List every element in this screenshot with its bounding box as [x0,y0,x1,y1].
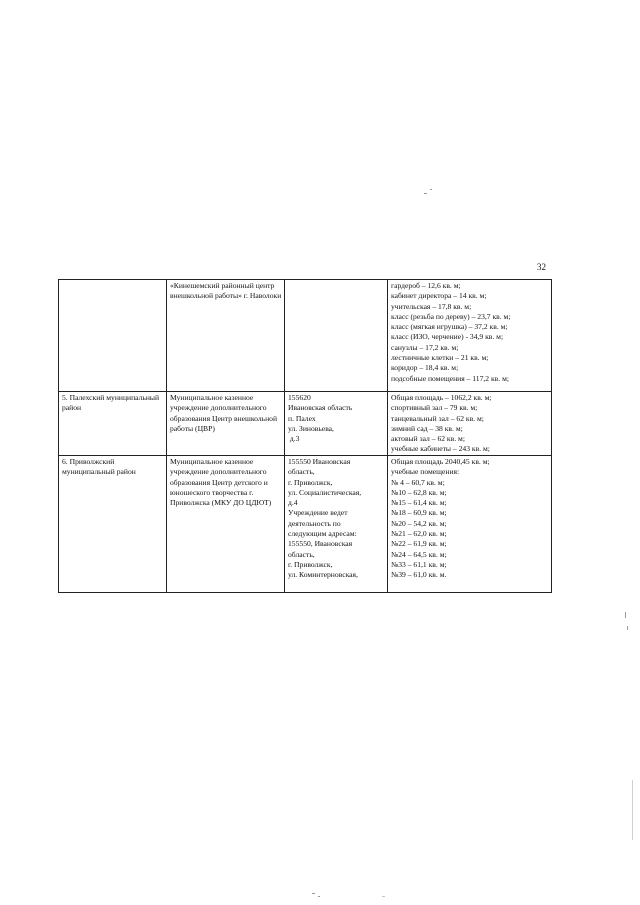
scan-speck [424,193,427,194]
premises-line: №18 – 60,9 кв. м; [391,508,447,518]
premises-line: гардероб – 12,6 кв. м; [391,281,461,290]
scan-speck [318,896,320,897]
premises-line: Общая площадь – 1062,2 кв. м; [391,393,492,402]
premises-line: учебные кабинеты – 243 кв. м; [391,444,490,454]
scan-speck [430,189,432,190]
premises-line: №33 – 61,1 кв. м; [391,559,447,569]
premises-line: №39 – 61,0 кв. м. [391,570,447,580]
address-line: следующим адресам: [288,529,357,539]
address-line: деятельность по [288,518,341,528]
premises-line: класс (ИЗО, черчение) - 34,9 кв. м; [391,332,504,342]
address-line: область, [288,549,315,559]
address-line: ул. Зиновьева, [288,423,334,433]
premises-line: класс (резьба по дереву) – 23,7 кв. м; [391,311,511,321]
premises-line: зимний сад – 38 кв. м; [391,423,463,433]
address-line: Учреждение ведет [288,508,348,518]
premises-line: спортивный зал – 79 кв. м; [391,403,478,413]
institution-cell [167,456,285,593]
scan-speck [382,896,385,897]
premises-line: учебные помещения: [391,467,460,477]
address-line: д.4 [288,498,298,508]
institution-name: «Кинешемский районный центр внешкольной работы» г. Наволоки [170,281,282,301]
premises-line: №21 – 62,0 кв. м; [391,529,447,539]
premises-line: №24 – 64,5 кв. м; [391,549,447,559]
address-line: ул. Социалистическая, [288,487,362,497]
premises-line: №15 – 61,4 кв. м; [391,498,447,508]
premises-line: № 4 – 60,7 кв. м; [391,477,445,487]
institution-cell [167,280,285,392]
premises-line: подсобные помещения – 117,2 кв. м; [391,373,509,383]
table-row [59,392,552,456]
page-number: 32 [537,262,546,272]
premises-line: №22 – 61,9 кв. м; [391,539,447,549]
address-line: область, [288,467,315,477]
address-cell [285,280,388,392]
table-row [59,456,552,593]
table-row [59,280,552,392]
address-line: п. Палех [288,413,316,423]
address-line: 155620 [288,393,311,402]
premises-line: танцевальный зал – 62 кв. м; [391,413,484,423]
district-cell [59,456,167,593]
address-line: д.3 [288,434,300,444]
scan-speck [632,780,633,840]
address-cell [285,456,388,593]
premises-line: лестничные клетки – 21 кв. м; [391,353,489,363]
premises-line: класс (мягкая игрушка) – 37,2 кв. м; [391,322,508,332]
premises-line: №10 – 62,8 кв. м; [391,487,447,497]
scan-speck [625,612,626,618]
premises-cell [388,280,552,392]
premises-line: Общая площадь 2040,45 кв. м; [391,457,490,466]
address-line: г. Приволжск, [288,477,333,487]
premises-table [58,279,552,593]
premises-line: коридор – 18,4 кв. м; [391,363,459,373]
scan-speck [627,626,628,630]
address-line: ул. Коминтерновская, [288,570,358,580]
premises-line: санузлы – 17,2 кв. м; [391,342,459,352]
institution-name: Муниципальное казенное учреждение дополнительного образования Центр внешкольной работы (ЦВР) [170,393,278,433]
institution-cell [167,392,285,456]
institution-name: Муниципальное казенное учреждение дополнительного образования Центр детского и юношеского творчества г. Приволжска (МКУ ДО ЦДЮТ) [170,457,272,508]
district-cell [59,392,167,456]
address-line: 155550 Ивановская [288,457,351,466]
premises-line: №20 – 54,2 кв. м; [391,518,447,528]
district-name: 5. Палехский муниципальный район [62,393,160,413]
address-line: Ивановская область [288,403,353,413]
district-name: 6. Приволжский муниципальный район [62,457,136,477]
address-line: г. Приволжск, [288,559,333,569]
premises-line: кабинет директора – 14 кв. м; [391,291,487,301]
premises-cell [388,456,552,593]
address-line: 155550, Ивановская [288,539,353,549]
premises-line: учительская – 17,8 кв. м; [391,301,472,311]
address-cell [285,392,388,456]
district-cell [59,280,167,392]
premises-line: актовый зал – 62 кв. м; [391,434,465,444]
scan-speck [312,893,315,894]
premises-cell [388,392,552,456]
